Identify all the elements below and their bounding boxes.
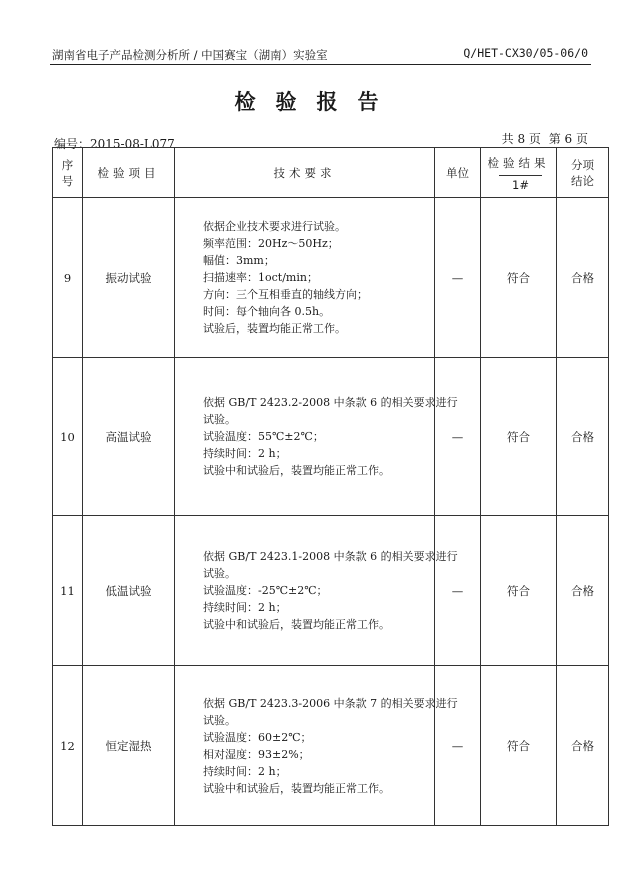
row-conclusion: 合格	[557, 666, 609, 826]
requirement-line: 试验。	[203, 713, 236, 727]
requirement-line: 试验后，装置均能正常工作。	[203, 322, 346, 335]
row-requirement	[175, 198, 435, 358]
row-unit: —	[435, 358, 481, 516]
row-item: 振动试验	[83, 198, 175, 358]
row-unit: —	[435, 666, 481, 826]
requirement-line: 依据企业技术要求进行试验。	[203, 220, 346, 233]
table-row	[53, 666, 609, 826]
requirement-line: 持续时间：2 h；	[203, 601, 287, 614]
requirement-line: 持续时间：2 h；	[203, 764, 287, 778]
requirement-line: 相对湿度：93±2%；	[203, 747, 310, 761]
requirement-line: 试验中和试验后，装置均能正常工作。	[203, 464, 390, 477]
requirement-line: 方向：三个互相垂直的轴线方向；	[203, 288, 368, 301]
row-seq: 11	[53, 516, 83, 666]
requirement-line: 试验温度：55℃±2℃；	[203, 430, 324, 443]
row-item: 高温试验	[83, 358, 175, 516]
row-unit: —	[435, 198, 481, 358]
table-row	[53, 516, 609, 666]
requirement-line: 频率范围：20Hz～50Hz；	[203, 237, 339, 250]
institute-header: 湖南省电子产品检测分析所 / 中国赛宝（湖南）实验室	[52, 48, 328, 62]
requirement-line: 时间：每个轴向各 0.5h。	[203, 305, 331, 318]
table-row	[53, 358, 609, 516]
row-seq: 12	[53, 666, 83, 826]
total-pages: 共 8 页	[501, 132, 541, 146]
requirement-line: 依据 GB/T 2423.2-2008 中条款 6 的相关要求进行	[203, 396, 458, 409]
header-result: 检验结果 1#	[481, 148, 557, 198]
header-divider	[50, 64, 591, 65]
requirement-line: 试验中和试验后，装置均能正常工作。	[203, 618, 390, 631]
row-conclusion: 合格	[557, 516, 609, 666]
row-seq: 10	[53, 358, 83, 516]
row-seq: 9	[53, 198, 83, 358]
requirement-line: 扫描速率：1oct/min；	[203, 271, 318, 284]
row-result: 符合	[481, 516, 557, 666]
row-conclusion: 合格	[557, 358, 609, 516]
row-item: 恒定湿热	[83, 666, 175, 826]
requirement-line: 幅值：3mm；	[203, 254, 275, 267]
table-row	[53, 198, 609, 358]
requirement-line: 试验温度：-25℃±2℃；	[203, 584, 328, 597]
header-unit: 单位	[435, 148, 481, 198]
report-title: 检验报告	[234, 90, 399, 114]
requirement-line: 试验温度：60±2℃；	[203, 730, 312, 744]
row-requirement	[175, 358, 458, 516]
requirement-line: 依据 GB/T 2423.3-2006 中条款 7 的相关要求进行	[203, 696, 458, 710]
row-result: 符合	[481, 358, 557, 516]
inspection-table	[52, 147, 609, 826]
row-requirement	[175, 666, 458, 826]
header-requirement: 技术要求	[175, 148, 435, 198]
requirement-line: 持续时间：2 h；	[203, 447, 287, 460]
requirement-line: 试验。	[203, 413, 236, 426]
requirement-line: 试验中和试验后，装置均能正常工作。	[203, 781, 390, 795]
row-item: 低温试验	[83, 516, 175, 666]
page-count	[498, 130, 588, 147]
requirement-line: 试验。	[203, 567, 236, 580]
document-code: Q/HET-CX30/05-06/0	[463, 46, 588, 60]
sample-id: 1#	[499, 175, 542, 192]
report-number: 编号：2015-08-L077	[54, 137, 175, 151]
header-item: 检验项目	[83, 148, 175, 198]
table-header-row	[53, 148, 609, 198]
row-conclusion: 合格	[557, 198, 609, 358]
requirement-line: 依据 GB/T 2423.1-2008 中条款 6 的相关要求进行	[203, 550, 458, 563]
header-seq: 序号	[53, 148, 83, 198]
header-conclusion: 分项结论	[557, 148, 609, 198]
row-result: 符合	[481, 666, 557, 826]
current-page: 第 6 页	[548, 132, 588, 146]
row-unit: —	[435, 516, 481, 666]
row-result: 符合	[481, 198, 557, 358]
row-requirement	[175, 516, 458, 666]
